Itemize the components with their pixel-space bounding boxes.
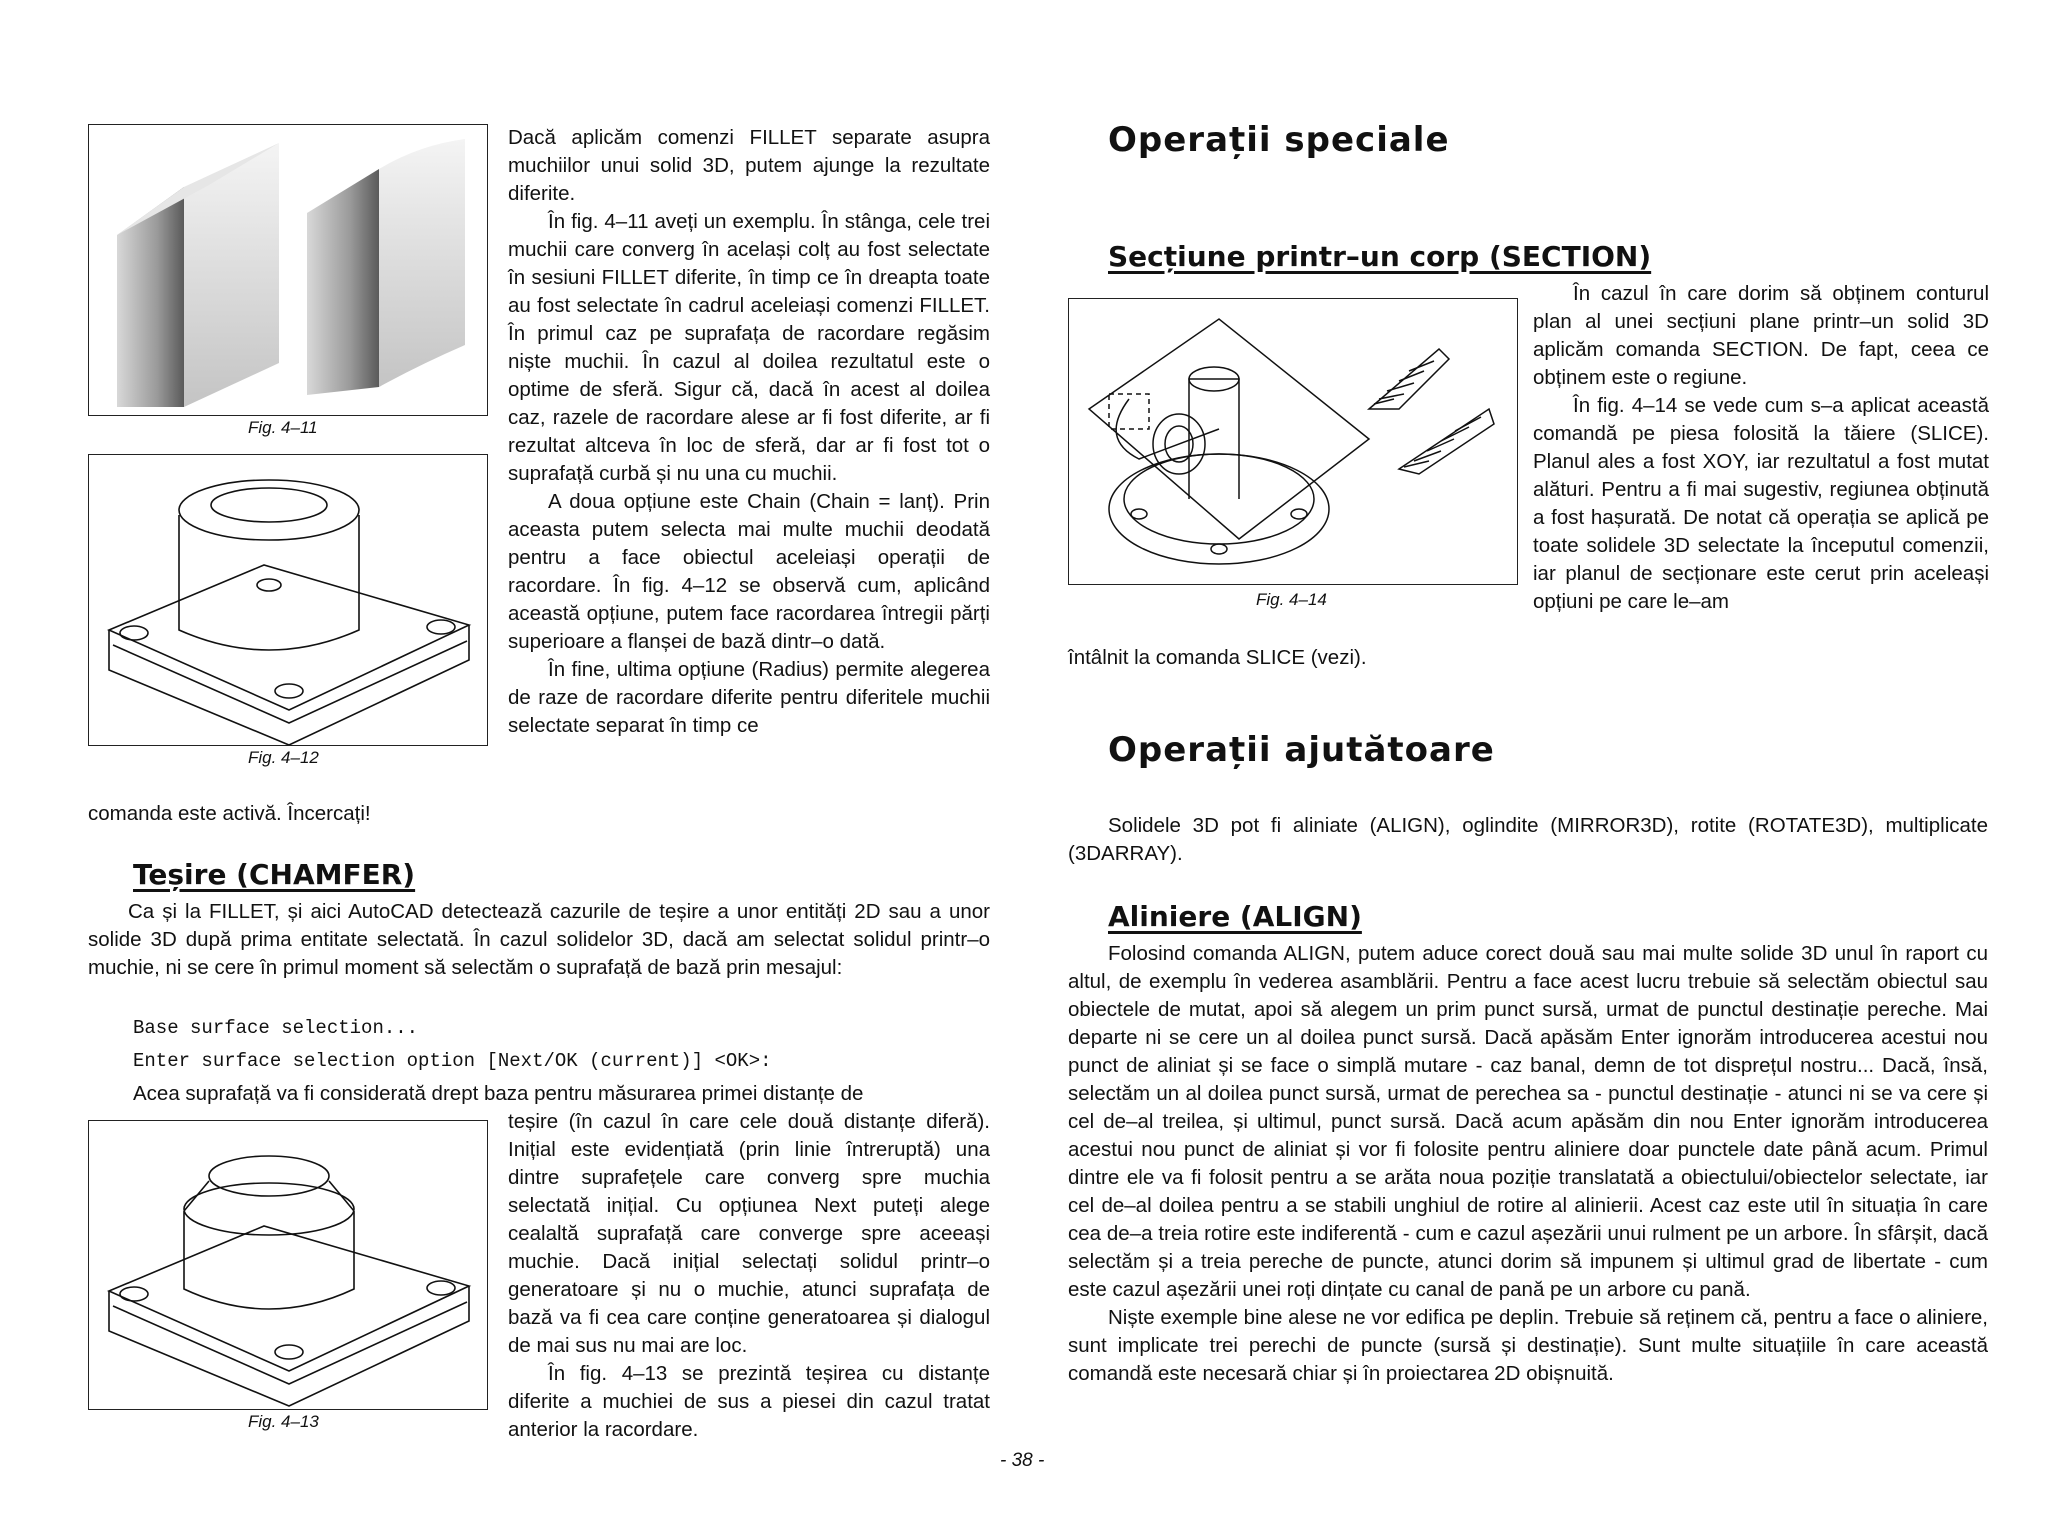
special-operations-heading: Operații speciale [1108,120,1450,160]
page-number: - 38 - [1000,1450,1045,1471]
radius-paragraph: În fine, ultima opțiune (Radius) permite alegerea de raze de racordare diferite pentru diferitele muchii selectate separat în timp ce [508,658,990,737]
flange-fillet-illustration [89,455,487,745]
section-cut-illustration [1069,299,1517,584]
fillet-continuation: comanda este activă. Încercați! [88,802,371,825]
chamfer-paragraph: Ca și la FILLET, și aici AutoCAD detectează cazurile de teșire a unor entități 2D sau a unor solide 3D după prima entitate selectată. În cazul solidelor 3D, dacă am selectat solidul printr–o muchie, ni se cere în primul moment să selectăm o suprafață de bază prin mesajul: [88,900,990,979]
fig-4-12-caption: Fig. 4–12 [248,748,319,767]
section-continuation: întâlnit la comanda SLICE (vezi). [1068,646,1367,669]
flange-chamfer-illustration [89,1121,487,1409]
section-paragraph: În fig. 4–14 se vede cum s–a aplicat această comandă pe piesa folosită la tăiere (SLICE). Planul ales a fost XOY, iar rezultatul a fost mutat alături. Pentru a fi mai sugestiv, regiunea obținută a fost hașurată. De notat că operația se aplică pe toate solidele 3D selectate la începutul comenzii, iar planul de secționare este cerut prin aceleași opțiuni pe care le–am [1533,394,1989,613]
figure-4-11 [88,124,488,416]
align-paragraph: Niște exemple bine alese ne vor edifica pe deplin. Trebuie să reținem că, pentru a face o aliniere, sunt implicate trei perechi de puncte (sursă și destinație). Sunt multe situațiile în care această comandă este necesară chiar și în proiectarea 2D obișnuită. [1068,1306,1988,1385]
fig-4-14-caption: Fig. 4–14 [1256,590,1327,609]
auxiliary-paragraph: Solidele 3D pot fi aliniate (ALIGN), oglindite (MIRROR3D), rotite (ROTATE3D), multiplicate (3DARRAY). [1068,814,1988,865]
fig-4-13-caption: Fig. 4–13 [248,1412,319,1431]
figure-4-14 [1068,298,1518,585]
chamfer-heading: Teșire (CHAMFER) [133,858,416,891]
chain-paragraph: A doua opțiune este Chain (Chain = lanț). Prin aceasta putem selecta mai multe muchii deodată pentru a face obiectul aceleiași operații de racordare. În fig. 4–12 se observă cum, aplicând această opțiune, putem face racordarea întregii părți superioare a flanșei de bază dintr–o dată. [508,490,990,653]
align-text-column [1068,940,1988,1388]
prompt-line-surface-option: Enter surface selection option [Next/OK (current)] <OK>: [133,1050,772,1072]
align-heading: Aliniere (ALIGN) [1108,900,1362,933]
chamfer-paragraph: În fig. 4–13 se prezintă teșirea cu distanțe diferite a muchiei de sus a piesei din cazul tratat anterior la racordare. [508,1362,990,1441]
fillet-text-column [508,124,990,740]
prompt-line-base-surface: Base surface selection... [133,1017,419,1039]
section-paragraph: În cazul în care dorim să obținem conturul plan al unei secțiuni plane printr–un solid 3D aplicăm comanda SECTION. De fapt, ceea ce obținem este o regiune. [1533,282,1989,389]
chamfer-after-prompt: Acea suprafață va fi considerată drept baza pentru măsurarea primei distanțe de [133,1082,864,1105]
figure-4-13 [88,1120,488,1410]
fillet-blocks-illustration [89,125,487,415]
chamfer-text-column [508,1108,990,1444]
section-heading: Secțiune printr–un corp (SECTION) [1108,240,1652,273]
chamfer-paragraph: teșire (în cazul în care cele două distanțe diferă). Inițial este evidențiată (prin linie întreruptă) una dintre suprafețele care converg spre muchia selectată inițial. Cu opțiunea Next puteți alege cealaltă suprafață care converge spre aceeași muchie. Dacă inițial selectați solidul printr–o generatoare și nu o muchie, atunci suprafața de bază va fi cea care conține generatoarea și dialogul de mai sus nu mai are loc. [508,1110,990,1357]
fig-4-11-caption: Fig. 4–11 [248,418,318,437]
section-text-column [1533,280,1989,616]
figure-4-12 [88,454,488,746]
align-paragraph: Folosind comanda ALIGN, putem aduce corect două sau mai multe solide 3D unul în raport cu altul, de exemplu în vederea asamblării. Pentru a face acest lucru trebuie să selectăm obiectul sau obiectele de mutat, apoi să alegem un prim punct sursă, urmat de punctul destinație pereche. Mai departe ni se cere un al doilea punct sursă. Dacă apăsăm Enter ignorăm introducerea acestui nou punct de aliniat și se face o simplă mutare - caz banal, demn de tot disprețul nostru... Dacă, însă, selectăm un al doilea punct sursă, urmat de perechea sa - punctul destinație - atunci ni se va cere și cel de–al treilea, și ultimul, punct sursă. Dacă acum apăsăm din nou Enter ignorăm introducerea acestui nou punct de aliniat și vor fi folosite pentru aliniere doar punctele date până acum. Primul dintre ele va fi folosit pentru a se arăta noua poziție translatată a obiectului/obiectelor selectate, iar cel de–al doilea pentru a se stabili unghiul de rotire al alinierii. Acest caz este util în situația în care cea de–a treia rotire este indiferentă - cum e cazul așezării unui rulment pe un arbore. În sfârșit, dacă selectăm și a treia pereche de puncte, atunci dorim să impunem și ultimul grad de libertate - cum este cazul așezării unei roți dințate cu canal de pană pe un arbore cu pană. [1068,942,1988,1301]
auxiliary-operations-heading: Operații ajutătoare [1108,730,1495,770]
fillet-paragraph: În fig. 4–11 aveți un exemplu. În stânga, cele trei muchii care converg în același colț au fost selectate în sesiuni FILLET diferite, în timp ce în dreapta toate au fost selectate în cadrul aceleiași comenzi FILLET. În primul caz pe suprafața de racordare regăsim niște muchii. În cazul al doilea rezultatul este o optime de sferă. Sigur că, dacă în acest al doilea caz, razele de racordare alese ar fi fost diferite, ar fi rezultat altceva în loc de sferă, dar ar fi fost tot o suprafață curbă și nu una cu muchii. [508,210,990,485]
fillet-paragraph: Dacă aplicăm comenzi FILLET separate asupra muchiilor unui solid 3D, putem ajunge la rezultate diferite. [508,126,990,205]
